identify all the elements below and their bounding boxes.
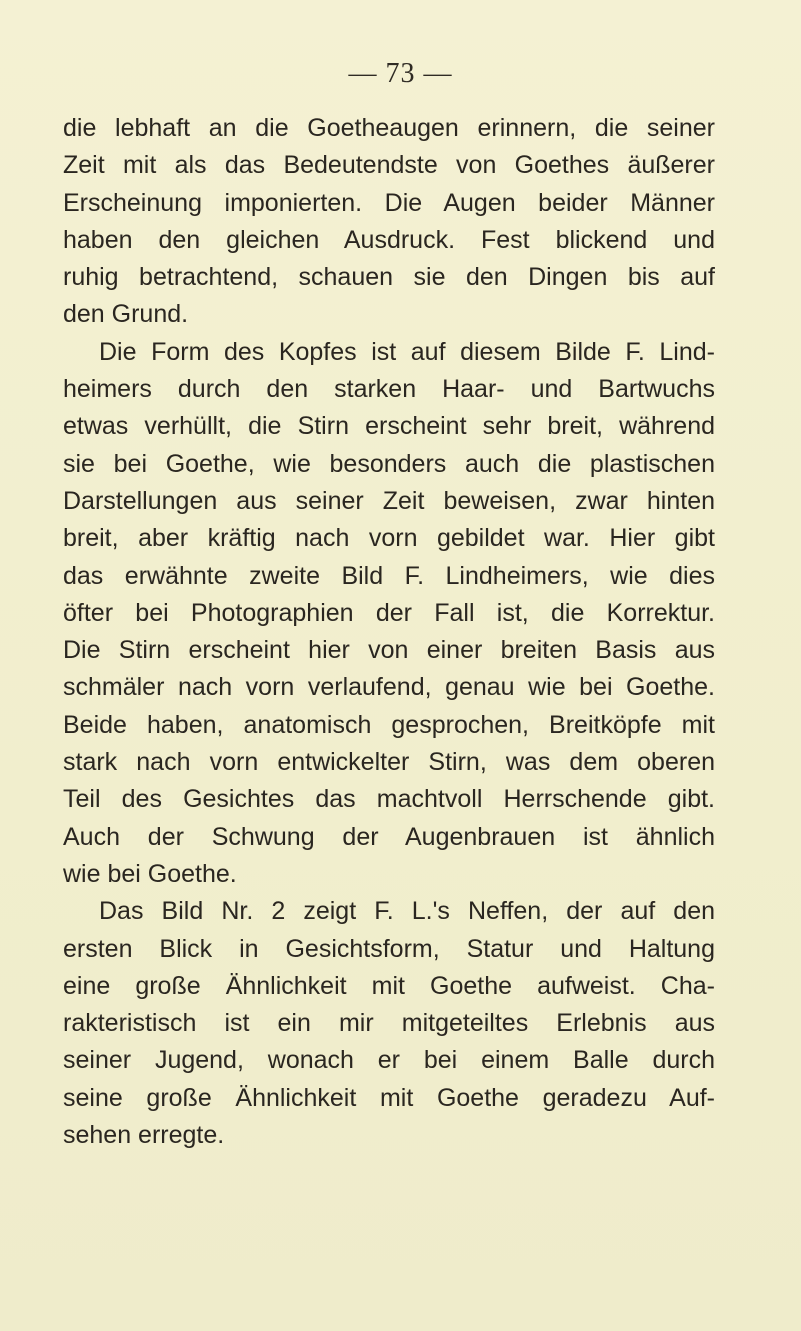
text-line: die lebhaft an die Goetheaugen erinnern, die seiner xyxy=(63,114,715,142)
text-line: seiner Jugend, wonach er bei einem Balle durch xyxy=(63,1046,715,1075)
text-line: seine große Ähnlichkeit mit Goethe geradezu Auf- xyxy=(63,1083,715,1112)
text-line: Die Stirn erscheint hier von einer breiten Basis aus xyxy=(63,636,715,665)
text-line: ruhig betrachtend, schauen sie den Dingen bis auf xyxy=(63,263,715,292)
text-line: heimers durch den starken Haar- und Bartwuchs xyxy=(63,375,715,404)
text-line: Zeit mit als das Bedeutendste von Goethes äußerer xyxy=(63,151,715,180)
text-line: Teil des Gesichtes das machtvoll Herrschende gibt. xyxy=(63,785,715,814)
text-line: Auch der Schwung der Augenbrauen ist ähnlich xyxy=(63,822,715,851)
text-line: wie bei Goethe. xyxy=(63,859,237,888)
text-line: breit, aber kräftig nach vorn gebildet war. Hier gibt xyxy=(63,524,715,553)
text-line: rakteristisch ist ein mir mitgeteiltes Erlebnis aus xyxy=(63,1009,715,1038)
text-line: den Grund. xyxy=(63,300,189,329)
text-line: eine große Ähnlichkeit mit Goethe aufweist. Cha- xyxy=(63,971,715,1000)
body-text xyxy=(63,110,715,1154)
text-line: etwas verhüllt, die Stirn erscheint sehr breit, während xyxy=(63,412,715,441)
text-line: sehen erregte. xyxy=(63,1121,225,1150)
text-line: ersten Blick in Gesichtsform, Statur und Haltung xyxy=(63,934,715,963)
text-line: Die Form des Kopfes ist auf diesem Bilde F. Lind- xyxy=(99,337,715,366)
text-line: schmäler nach vorn verlaufend, genau wie bei Goethe. xyxy=(63,673,715,702)
page-number: — 73 — xyxy=(348,58,453,89)
text-line: stark nach vorn entwickelter Stirn, was dem oberen xyxy=(63,748,715,777)
text-line: sie bei Goethe, wie besonders auch die plastischen xyxy=(63,449,715,478)
text-line: Das Bild Nr. 2 zeigt F. L.'s Neffen, der auf den xyxy=(99,897,715,926)
text-line: haben den gleichen Ausdruck. Fest blickend und xyxy=(63,225,715,254)
text-line: das erwähnte zweite Bild F. Lindheimers, wie dies xyxy=(63,561,715,590)
text-line: öfter bei Photographien der Fall ist, die Korrektur. xyxy=(63,598,715,627)
text-line: Erscheinung imponierten. Die Augen beider Männer xyxy=(63,188,715,217)
text-line: Darstellungen aus seiner Zeit beweisen, zwar hinten xyxy=(63,486,715,515)
text-line: Beide haben, anatomisch gesprochen, Breitköpfe mit xyxy=(63,710,715,739)
